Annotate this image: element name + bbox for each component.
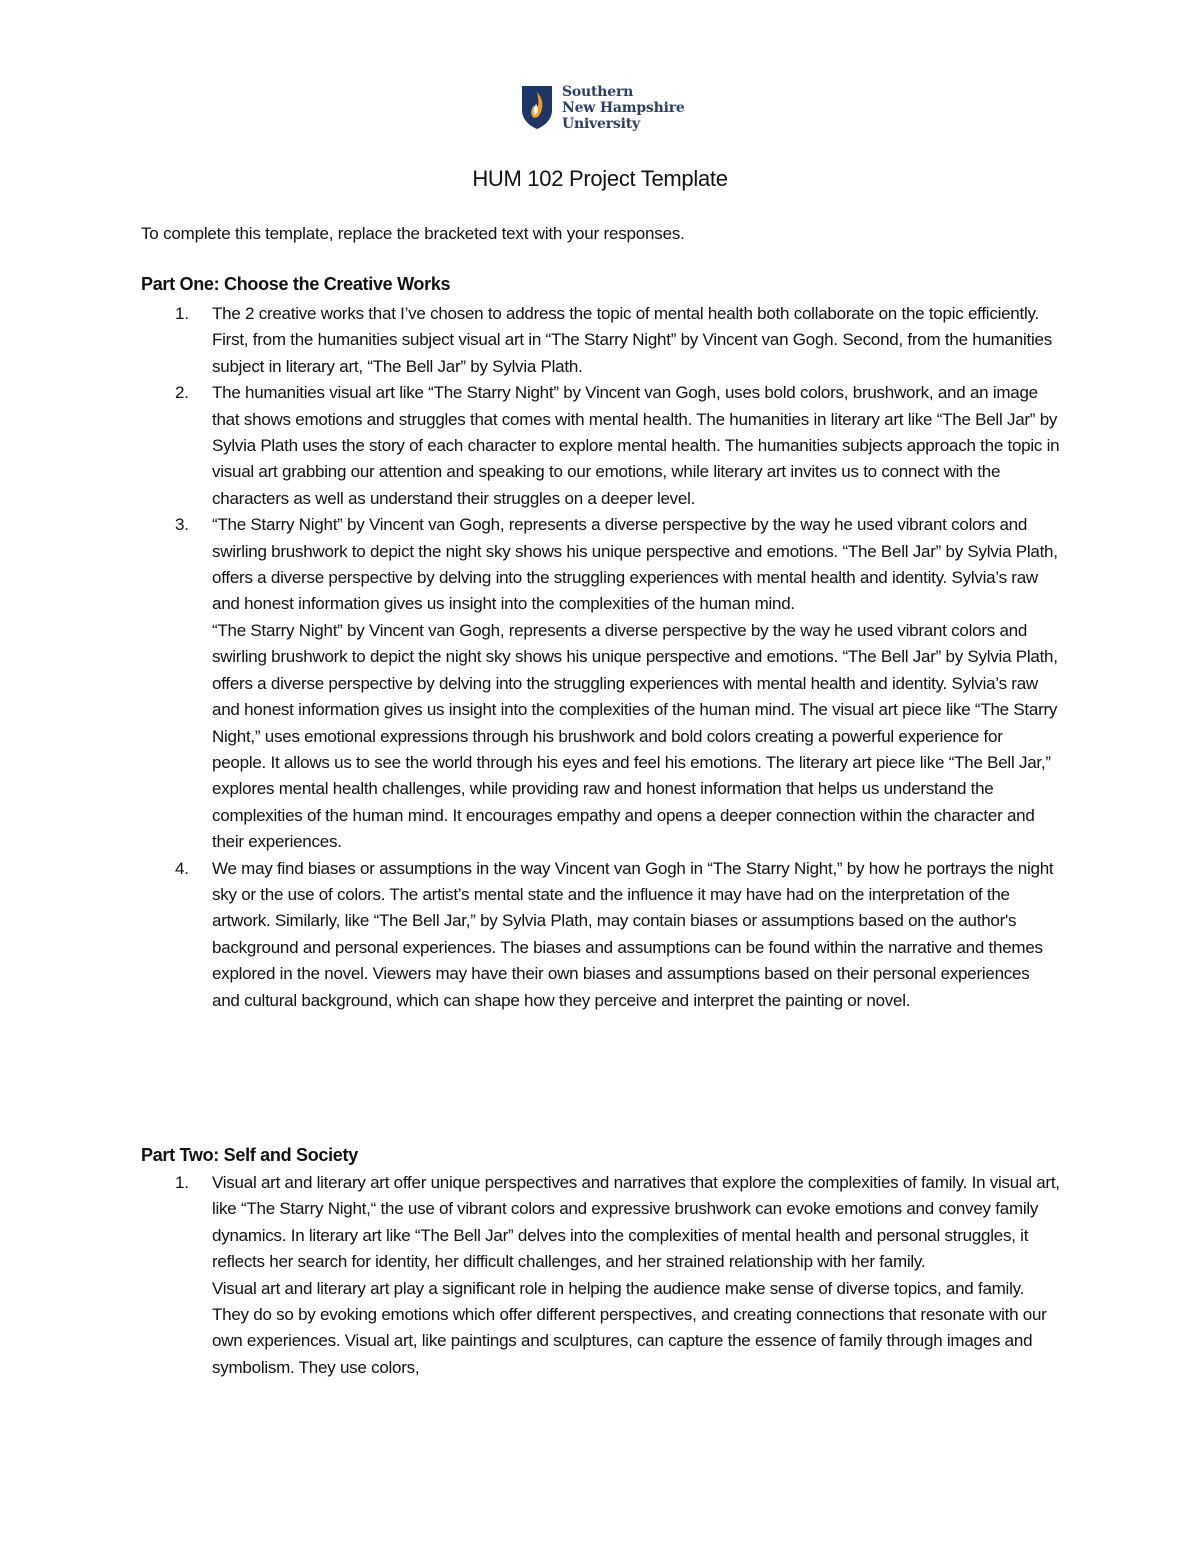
part-two-heading: Part Two: Self and Society <box>141 1145 358 1165</box>
part-one-heading: Part One: Choose the Creative Works <box>141 274 451 294</box>
logo-line-3: University <box>562 116 640 132</box>
list-item <box>141 1170 1061 1381</box>
item-paragraph: The humanities visual art like “The Starry Night” by Vincent van Gogh, uses bold colors, brushwork, and an image that shows emotions and struggles that comes with mental health. The humanities in literary art like “The Bell Jar” by Sylvia Plath uses the story of each character to explore mental health. The humanities subjects approach the topic in visual art grabbing our attention and speaking to our emotions, while literary art invites us to connect with the characters as well as understand their struggles on a deeper level. <box>212 383 1060 508</box>
part-two-list <box>141 1170 1061 1381</box>
list-item <box>141 301 1061 380</box>
list-item <box>141 380 1061 512</box>
item-number: 2. <box>175 383 189 403</box>
item-paragraph: The 2 creative works that I’ve chosen to address the topic of mental health both collaborate on the topic efficiently. First, from the humanities subject visual art in “The Starry Night” by Vincent van Gogh. Second, from the humanities subject in literary art, “The Bell Jar” by Sylvia Plath. <box>212 304 1052 376</box>
list-item <box>141 512 1061 855</box>
item-paragraph: We may find biases or assumptions in the way Vincent van Gogh in “The Starry Night,” by how he portrays the night sky or the use of colors. The artist’s mental state and the influence it may have had on the interpretation of the artwork. Similarly, like “The Bell Jar,” by Sylvia Plath, may contain biases or assumptions based on the author's background and personal experiences. The biases and assumptions can be found within the narrative and themes explored in the novel. Viewers may have their own biases and assumptions based on their personal experiences and cultural background, which can shape how they perceive and interpret the painting or novel. <box>212 858 1054 1010</box>
university-name <box>562 84 685 132</box>
item-paragraph: “The Starry Night” by Vincent van Gogh, represents a diverse perspective by the way he used vibrant colors and swirling brushwork to depict the night sky shows his unique perspective and emotions. “The Bell Jar” by Sylvia Plath, offers a diverse perspective by delving into the struggling experiences with mental health and identity. Sylvia’s raw and honest information gives us insight into the complexities of the human mind. <box>212 515 1058 614</box>
item-number: 3. <box>175 515 189 535</box>
item-paragraph: “The Starry Night” by Vincent van Gogh, represents a diverse perspective by the way he used vibrant colors and swirling brushwork to depict the night sky shows his unique perspective and emotions. “The Bell Jar” by Sylvia Plath, offers a diverse perspective by delving into the struggling experiences with mental health and identity. Sylvia’s raw and honest information gives us insight into the complexities of the human mind. The visual art piece like “The Starry Night,” uses emotional expressions through his brushwork and bold colors creating a powerful experience for people. It allows us to see the world through his eyes and feel his emotions. The literary art piece like “The Bell Jar,” explores mental health challenges, while providing raw and honest information that helps us understand the complexities of the human mind. It encourages empathy and opens a deeper connection within the character and their experiences. <box>212 620 1058 852</box>
university-logo <box>520 84 685 132</box>
flame-shield-icon <box>520 84 554 130</box>
logo-line-2: New Hampshire <box>562 100 685 116</box>
part-one-list <box>141 301 1061 1014</box>
item-number: 4. <box>175 858 189 878</box>
intro-text: To complete this template, replace the bracketed text with your responses. <box>141 224 685 243</box>
item-paragraph: Visual art and literary art play a significant role in helping the audience make sense of diverse topics, and family. They do so by evoking emotions which offer different perspectives, and creating connections that resonate with our own experiences. Visual art, like paintings and sculptures, can capture the essence of family through images and symbolism. They use colors, <box>212 1278 1047 1377</box>
item-number: 1. <box>175 304 189 323</box>
logo-line-1: Southern <box>562 84 634 100</box>
item-number: 1. <box>175 1173 189 1192</box>
item-paragraph: Visual art and literary art offer unique perspectives and narratives that explore the complexities of family. In visual art, like “The Starry Night,“ the use of vibrant colors and expressive brushwork can evoke emotions and convey family dynamics. In literary art like “The Bell Jar” delves into the complexities of mental health and personal struggles, it reflects her search for identity, her difficult challenges, and her strained relationship with her family. <box>212 1173 1060 1272</box>
document-title: HUM 102 Project Template <box>472 166 728 191</box>
list-item <box>141 856 1061 1014</box>
